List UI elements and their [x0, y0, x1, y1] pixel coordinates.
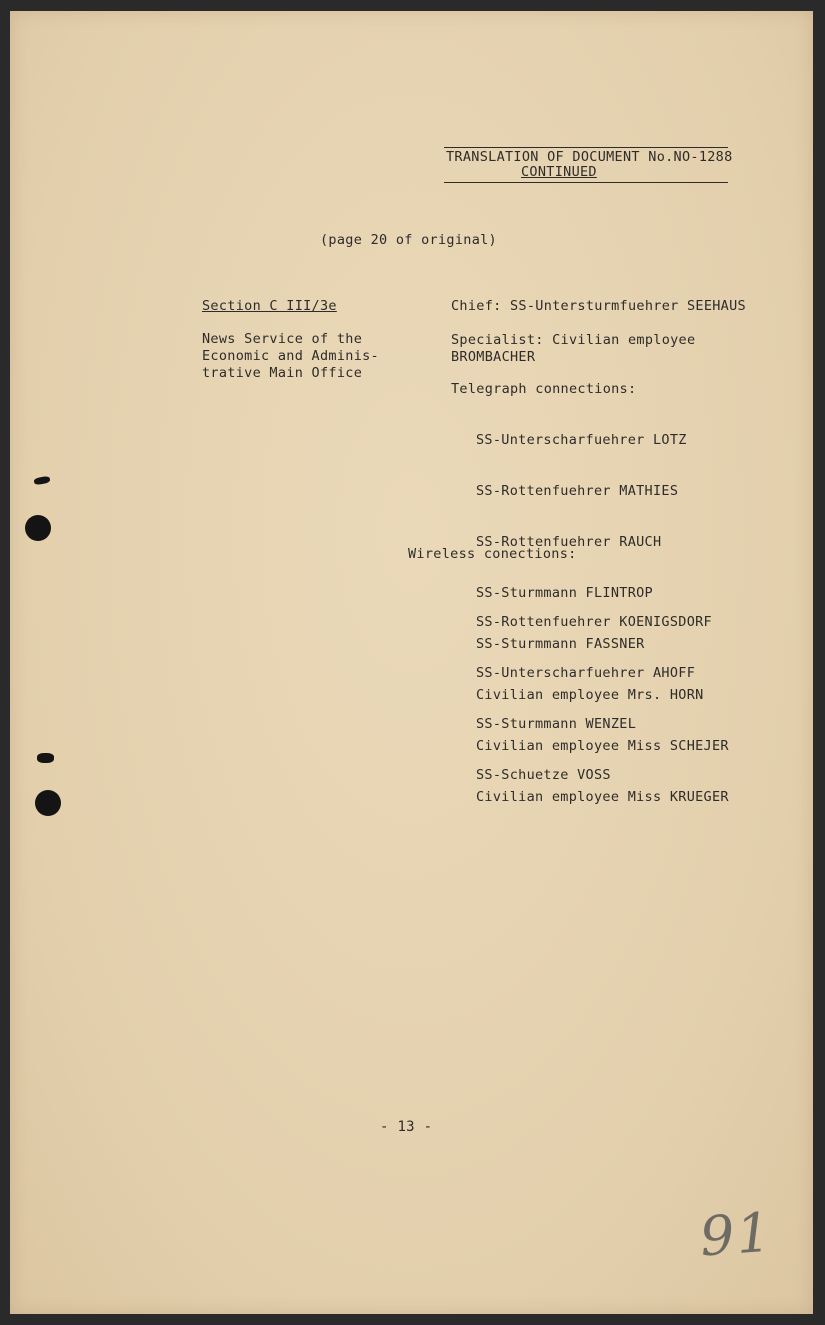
list-item: Civilian employee Miss KRUEGER — [476, 789, 729, 805]
list-item: SS-Sturmmann WENZEL — [476, 716, 637, 732]
list-item: SS-Rottenfuehrer RAUCH — [476, 534, 662, 550]
punch-hole — [35, 790, 61, 816]
wireless-list — [476, 580, 712, 801]
document-header-continued: CONTINUED — [521, 164, 597, 180]
binder-mark — [37, 753, 54, 763]
specialist-line: Specialist: Civilian employee BROMBACHER — [451, 332, 696, 365]
wireless-heading: Wireless conections: — [408, 546, 577, 562]
list-item: SS-Unterscharfuehrer AHOFF — [476, 665, 696, 681]
list-item: SS-Rottenfuehrer MATHIES — [476, 483, 679, 499]
list-item: SS-Sturmmann FLINTROP — [476, 585, 653, 601]
list-item: SS-Schuetze VOSS — [476, 767, 611, 783]
list-item: SS-Rottenfuehrer KOENIGSDORF — [476, 614, 712, 630]
page-number: - 13 - — [380, 1119, 433, 1135]
document-header-title: TRANSLATION OF DOCUMENT No.NO-1288 — [446, 149, 733, 165]
list-item: SS-Unterscharfuehrer LOTZ — [476, 432, 687, 448]
original-page-reference: (page 20 of original) — [320, 232, 497, 248]
telegraph-heading: Telegraph connections: — [451, 381, 637, 397]
list-item: Civilian employee Mrs. HORN — [476, 687, 704, 703]
section-title: Section C III/3e — [202, 298, 337, 314]
chief-line: Chief: SS-Untersturmfuehrer SEEHAUS — [451, 298, 746, 314]
section-description: News Service of the Economic and Adminis- trative Main Office — [202, 331, 379, 381]
handwritten-archive-number: 91 — [697, 1200, 775, 1269]
punch-hole — [25, 515, 51, 541]
list-item: Civilian employee Miss SCHEJER — [476, 738, 729, 754]
list-item: SS-Sturmmann FASSNER — [476, 636, 645, 652]
